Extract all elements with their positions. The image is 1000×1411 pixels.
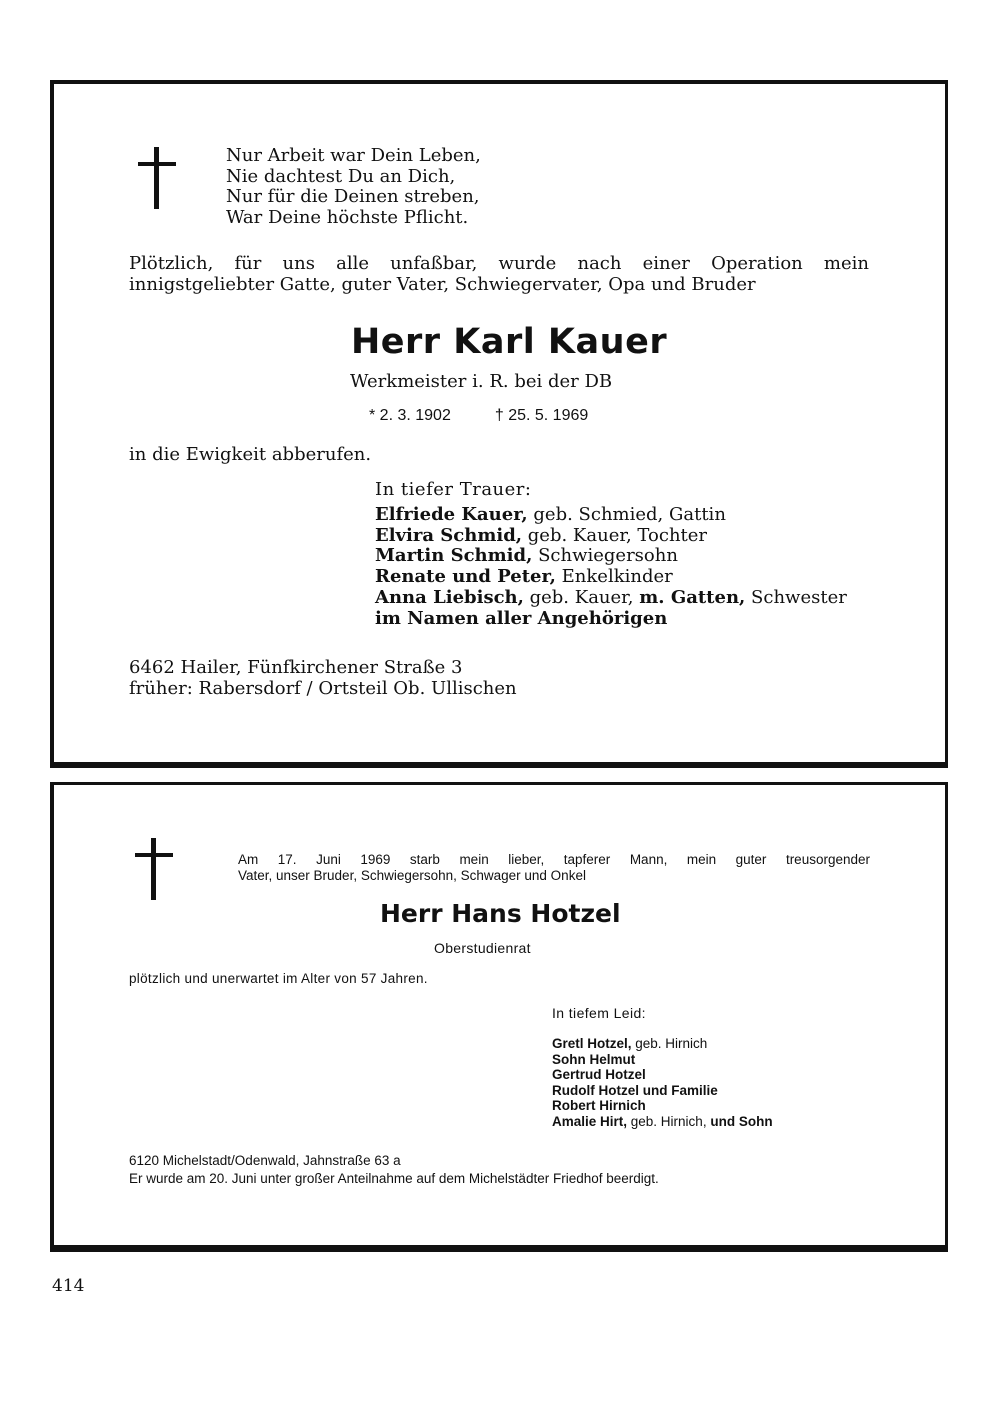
- mourner-relation: Schwester: [745, 586, 847, 608]
- poem-line: Nie dachtest Du an Dich,: [226, 165, 456, 187]
- mourner-entry: [552, 1067, 773, 1083]
- poem-line: War Deine höchste Pflicht.: [226, 206, 469, 228]
- word: Operation: [711, 253, 803, 274]
- deceased-title: Oberstudienrat: [434, 940, 531, 956]
- announcement-line: innigstgeliebter Gatte, guter Vater, Schwiegervater, Opa und Bruder: [129, 274, 756, 295]
- mourner-entry: [375, 588, 847, 609]
- address-line: früher: Rabersdorf / Ortsteil Ob. Ullischen: [129, 678, 517, 699]
- life-dates: [369, 407, 588, 425]
- closing-phrase: in die Ewigkeit abberufen.: [129, 444, 372, 465]
- memorial-poem: [226, 146, 481, 228]
- mourner-entry: [552, 1098, 773, 1114]
- word: starb: [409, 852, 440, 867]
- address-block: [129, 1152, 659, 1188]
- word: Am: [238, 852, 259, 867]
- word: unfaßbar,: [390, 253, 478, 274]
- mourner-relation: geb. Schmied, Gattin: [527, 503, 726, 525]
- cross-icon: [135, 838, 173, 900]
- word: 17.: [277, 852, 297, 867]
- mourner-entry: [552, 1083, 773, 1099]
- word: tapferer: [563, 852, 611, 867]
- mourner-name: Amalie Hirt,: [552, 1113, 628, 1129]
- death-announcement: [238, 852, 870, 884]
- word: guter: [735, 852, 767, 867]
- mourner-name: m. Gatten,: [639, 586, 746, 608]
- mourner-relation: geb. Kauer,: [523, 586, 640, 608]
- word: Plötzlich,: [129, 253, 214, 274]
- word: alle: [336, 253, 370, 274]
- word: 1969: [360, 852, 391, 867]
- word: einer: [642, 253, 690, 274]
- deceased-name: Herr Hans Hotzel: [380, 899, 621, 928]
- word: nach: [577, 253, 622, 274]
- mourner-name: und Sohn: [710, 1113, 773, 1129]
- announcement-line: [238, 852, 870, 868]
- word: treusorgender: [785, 852, 870, 867]
- mourners-heading: In tiefem Leid:: [552, 1005, 646, 1021]
- word: mein: [823, 253, 869, 274]
- age-line: plötzlich und unerwartet im Alter von 57 Jahren.: [129, 971, 428, 986]
- mourner-name: im Namen aller Angehörigen: [375, 607, 668, 629]
- page-number: 414: [52, 1276, 85, 1296]
- mourner-name: Gertrud Hotzel: [552, 1067, 646, 1082]
- announcement-line: Vater, unser Bruder, Schwiegersohn, Schwager und Onkel: [238, 868, 586, 883]
- mourner-name: Robert Hirnich: [552, 1098, 646, 1113]
- address-line: 6462 Hailer, Fünfkirchener Straße 3: [129, 657, 463, 678]
- mourner-entry: [375, 546, 847, 567]
- mourner-entry: [375, 505, 847, 526]
- mourner-relation: geb. Kauer, Tochter: [522, 524, 708, 546]
- mourner-entry: [552, 1114, 773, 1130]
- mourner-relation: geb. Hirnich,: [627, 1113, 711, 1129]
- mourner-relation: Enkelkinder: [555, 566, 673, 588]
- word: wurde: [498, 253, 557, 274]
- mourner-relation: Schwiegersohn: [532, 545, 678, 567]
- mourner-name: Gretl Hotzel,: [552, 1036, 632, 1051]
- word: Mann,: [629, 852, 668, 867]
- death-date: † 25. 5. 1969: [494, 407, 589, 424]
- mourners-list: [552, 1036, 773, 1129]
- poem-line: Nur Arbeit war Dein Leben,: [226, 145, 481, 166]
- deceased-name: Herr Karl Kauer: [351, 322, 668, 362]
- announcement-line: [129, 253, 869, 274]
- mourner-name: Elfriede Kauer,: [375, 503, 528, 525]
- deceased-title: Werkmeister i. R. bei der DB: [350, 371, 613, 392]
- mourner-entry: [552, 1036, 773, 1052]
- mourner-name: Rudolf Hotzel und Familie: [552, 1082, 718, 1098]
- address-line: Er wurde am 20. Juni unter großer Anteilnahme auf dem Michelstädter Friedhof beerdigt.: [129, 1171, 659, 1186]
- word: uns: [282, 253, 315, 274]
- birth-date: * 2. 3. 1902: [369, 407, 451, 424]
- mourners-heading: In tiefer Trauer:: [375, 479, 532, 500]
- mourner-entry: [375, 526, 847, 547]
- word: lieber,: [508, 852, 545, 867]
- mourner-entry: [375, 609, 847, 630]
- word: mein: [459, 852, 489, 867]
- word: für: [234, 253, 262, 274]
- mourner-name: Renate und Peter,: [375, 566, 556, 588]
- mourner-relation: geb. Hirnich: [631, 1036, 708, 1051]
- word: Juni: [316, 852, 341, 867]
- cross-icon: [138, 147, 176, 209]
- mourner-entry: [552, 1052, 773, 1068]
- death-announcement: [129, 253, 869, 295]
- mourner-name: Sohn Helmut: [552, 1051, 636, 1067]
- address-block: [129, 657, 517, 699]
- mourners-list: [375, 480, 847, 630]
- mourner-entry: [375, 567, 847, 588]
- mourner-name: Elvira Schmid,: [375, 524, 523, 546]
- word: mein: [686, 852, 717, 867]
- mourner-name: Anna Liebisch,: [375, 586, 524, 608]
- address-line: 6120 Michelstadt/Odenwald, Jahnstraße 63 a: [129, 1153, 401, 1168]
- mourner-name: Martin Schmid,: [375, 545, 533, 567]
- poem-line: Nur für die Deinen streben,: [226, 186, 480, 207]
